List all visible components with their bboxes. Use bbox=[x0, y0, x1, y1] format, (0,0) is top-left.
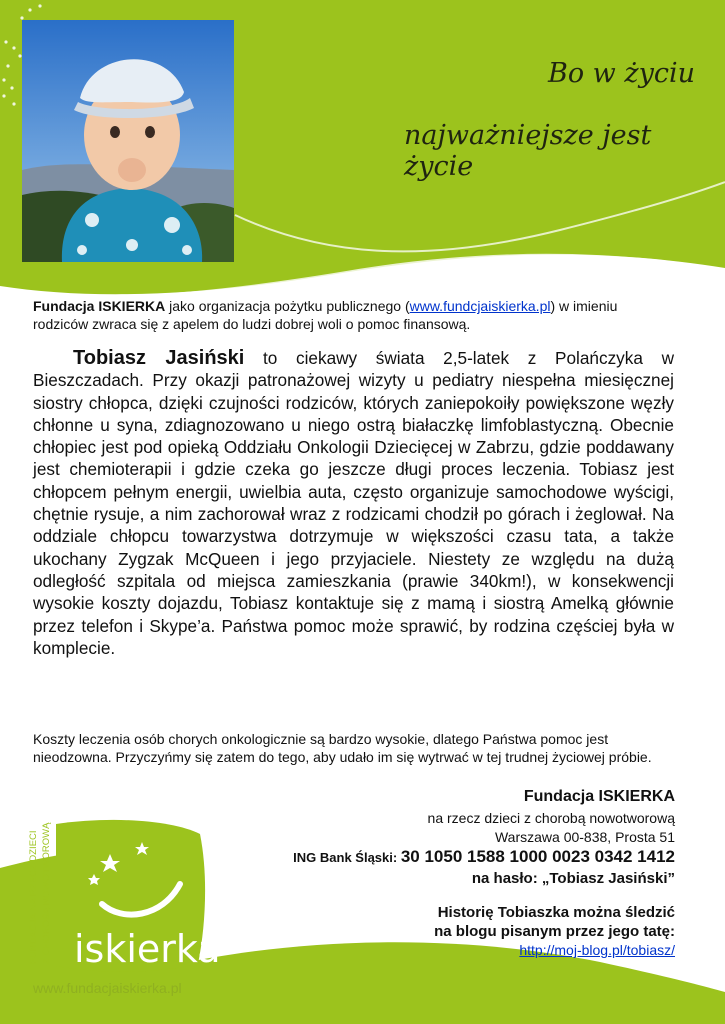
blog-line-2: na blogu pisanym przez jego tatę: bbox=[434, 923, 675, 940]
story-paragraph bbox=[33, 347, 674, 659]
logo-wordmark: iskierka bbox=[74, 927, 221, 971]
intro-paragraph bbox=[33, 297, 674, 333]
intro-text-2: ) w imieniu rodziców zwraca się z apelem do ludzi dobrej woli o pomoc finansową. bbox=[33, 298, 618, 332]
logo-vertical-text-1: FUNDACJA NA RZECZ DZIECI bbox=[28, 830, 39, 964]
logo-vertical-text-2: Z CHOROBĄ NOWOTWOROWĄ bbox=[41, 822, 52, 964]
contact-org-name: Fundacja ISKIERKA bbox=[523, 788, 675, 805]
blog-line-1: Historię Tobiaszka można śledzić bbox=[437, 904, 675, 921]
intro-text-1: jako organizacja pożytku publicznego ( bbox=[165, 298, 410, 314]
story-text: to ciekawy świata 2,5-latek z Polańczyka w Bieszczadach. Przy okazji patronażowej wizyty u pediatry niespełna miesięcznej siostry chłopca, dzięki czujności rodziców, których zaniepokoiły powiększone węzły chłonne u syna, zdiagnozowano u niego ostrą białaczkę limfoblastyczną. Obecnie chłopiec jest pod opieką Oddziału Onkologii Dziecięcej w Zabrzu, gdzie poddawany jest chemioterapii i gdzie czeka go jeszcze długi proces leczenia. Tobiasz jest chłopcem pełnym energii, uwielbia auta, często organizuje samochodowe wyścigi, chętnie rysuje, a nim zachorował wraz z rodzicami chodził po górach i żeglował. Na oddziale chłopcu towarzystwa dotrzymuje w większości czasu tata, a także ukochany Zygzak McQueen i jego przyjaciele. Niestety ze względu na dużą odległość szpitala od miejsca zamieszkania (prawie 340km!), w konsekwencji wysokie koszty dojazdu, Tobiasz kontaktuje się z mamą i siostrą Amelką głównie przez telefon i Skype’a. Państwa pomoc może sprawić, by rodzina częściej była w komplecie. bbox=[33, 348, 674, 658]
transfer-password: na hasło: „Tobiasz Jasiński” bbox=[471, 870, 675, 887]
iskierka-logo bbox=[22, 814, 230, 984]
bank-account-line bbox=[215, 847, 675, 867]
child-photo bbox=[22, 20, 234, 262]
contact-address: Warszawa 00-838, Prosta 51 bbox=[494, 829, 675, 845]
child-name: Tobiasz Jasiński bbox=[73, 347, 245, 369]
contact-block bbox=[215, 785, 675, 960]
contact-line-1: na rzecz dzieci z chorobą nowotworową bbox=[427, 810, 675, 826]
foundation-link[interactable]: www.fundcjaiskierka.pl bbox=[409, 298, 551, 314]
closing-paragraph: Koszty leczenia osób chorych onkologicznie są bardzo wysokie, dlatego Państwa pomoc jest nieodzowna. Przyczyńmy się zatem do tego, aby udało im się wytrwać w tej trudnej życiowej próbie. bbox=[33, 731, 652, 765]
slogan-line-2: najważniejsze jest życie bbox=[404, 120, 652, 182]
blog-link[interactable]: http://moj-blog.pl/tobiasz/ bbox=[519, 942, 675, 958]
intro-org-name: Fundacja ISKIERKA bbox=[33, 298, 166, 314]
logo-url: www.fundacjaiskierka.pl bbox=[33, 980, 182, 996]
bank-account-number: 30 1050 1588 1000 0023 0342 1412 bbox=[400, 847, 675, 866]
slogan-line-1: Bo w życiu bbox=[548, 58, 695, 89]
bank-label: ING Bank Śląski: bbox=[293, 850, 401, 865]
